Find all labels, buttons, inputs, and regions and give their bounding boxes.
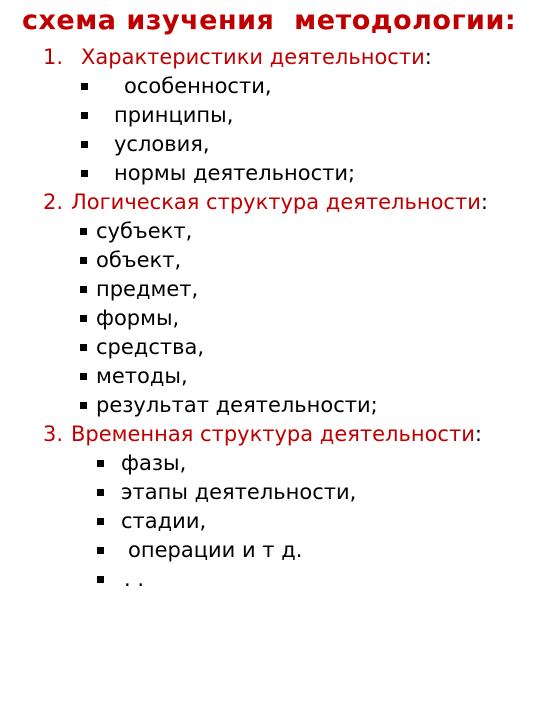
section-heading: [40, 420, 530, 449]
square-bullet-icon: [80, 373, 87, 380]
square-bullet-icon: [97, 547, 104, 554]
list-item: [0, 275, 520, 304]
list-item-text: средства,: [96, 335, 205, 359]
list-item: [0, 130, 520, 159]
list-item-text: операции и т д.: [128, 538, 303, 562]
list-item: [0, 449, 520, 478]
square-bullet-icon: [80, 286, 87, 293]
list-item: [0, 72, 520, 101]
list-item: [0, 333, 520, 362]
list-item: [0, 391, 520, 420]
list-item-text: стадии,: [121, 509, 207, 533]
section-heading: [40, 188, 530, 217]
heading-colon: :: [424, 45, 432, 69]
list-item: [0, 362, 520, 391]
square-bullet-icon: [81, 112, 88, 119]
list-item: [0, 217, 520, 246]
list-item-text: . .: [124, 567, 145, 591]
heading-colon: :: [480, 190, 488, 214]
list-item: [0, 101, 520, 130]
list-item-text: объект,: [96, 248, 182, 272]
square-bullet-icon: [80, 315, 87, 322]
list-item-text: результат деятельности;: [96, 393, 378, 417]
list-item: [0, 507, 520, 536]
list-item: [0, 246, 520, 275]
square-bullet-icon: [80, 228, 87, 235]
square-bullet-icon: [97, 460, 104, 467]
section-number: 2.: [43, 190, 64, 214]
square-bullet-icon: [97, 518, 104, 525]
section-heading: [40, 43, 520, 72]
list-item: [0, 159, 520, 188]
square-bullet-icon: [97, 489, 104, 496]
section-number: 3.: [43, 422, 64, 446]
list-item-text: предмет,: [96, 277, 199, 301]
square-bullet-icon: [80, 402, 87, 409]
list-item: [0, 536, 520, 565]
section-number: 1.: [43, 45, 64, 69]
list-item-text: формы,: [96, 306, 180, 330]
square-bullet-icon: [81, 83, 88, 90]
list-item: [0, 304, 520, 333]
section-heading-text: Временная структура деятельности: [71, 422, 475, 446]
square-bullet-icon: [81, 141, 88, 148]
list-item-text: нормы деятельности;: [114, 161, 356, 185]
list-item-text: методы,: [96, 364, 188, 388]
list-item-text: субъект,: [96, 219, 193, 243]
list-item: [0, 478, 520, 507]
list-item: [0, 565, 520, 594]
section-heading-text: Характеристики деятельности: [81, 45, 425, 69]
square-bullet-icon: [97, 576, 104, 583]
square-bullet-icon: [81, 170, 88, 177]
list-item-text: принципы,: [114, 103, 234, 127]
list-item-text: особенности,: [124, 74, 272, 98]
square-bullet-icon: [80, 344, 87, 351]
list-item-text: условия,: [114, 132, 210, 156]
heading-colon: :: [474, 422, 482, 446]
section-heading-text: Логическая структура деятельности: [71, 190, 481, 214]
list-item-text: этапы деятельности,: [121, 480, 357, 504]
page-title: схема изучения методологии:: [22, 5, 517, 36]
list-item-text: фазы,: [121, 451, 187, 475]
square-bullet-icon: [80, 257, 87, 264]
